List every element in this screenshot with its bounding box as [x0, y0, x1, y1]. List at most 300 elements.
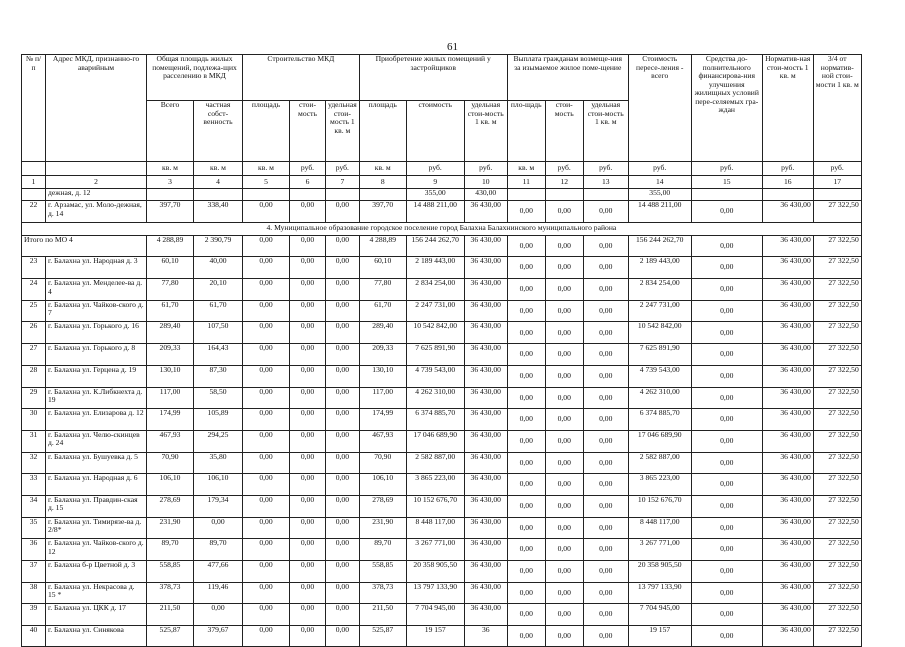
unit-cell: руб. [464, 162, 507, 176]
value-cell: 0,00 [243, 365, 290, 387]
value-cell: 0,00 [507, 387, 545, 409]
unit-cell: кв. м [243, 162, 290, 176]
value-cell: 8 448 117,00 [406, 517, 464, 539]
value-cell: 0,00 [290, 300, 326, 322]
value-cell: 0,00 [326, 235, 360, 257]
value-cell: 61,70 [147, 300, 194, 322]
value-cell: 355,00 [406, 189, 464, 201]
value-cell: 36 430,00 [762, 257, 813, 279]
value-cell: 7 625 891,90 [406, 344, 464, 366]
value-cell: 7 704 945,00 [628, 604, 691, 626]
value-cell: 0,00 [243, 561, 290, 583]
value-cell: 0,00 [326, 495, 360, 517]
value-cell: 4 288,89 [147, 235, 194, 257]
address-cell: г. Балахна ул. Правдин-ская д. 15 [46, 495, 147, 517]
value-cell: 27 322,50 [813, 626, 861, 647]
value-cell: 0,00 [507, 300, 545, 322]
address-cell: г. Балахна ул. Чайков-ского д. 7 [46, 300, 147, 322]
value-cell: 278,69 [147, 495, 194, 517]
value-cell: 3 865 223,00 [406, 474, 464, 496]
value-cell: 0,00 [545, 495, 583, 517]
value-cell: 36 430,00 [762, 582, 813, 604]
value-cell: 4 739 543,00 [406, 365, 464, 387]
value-cell: 89,70 [194, 539, 243, 561]
value-cell: 2 189 443,00 [406, 257, 464, 279]
unit-cell: кв. м [194, 162, 243, 176]
value-cell: 174,99 [147, 409, 194, 431]
value-cell: 36 430,00 [464, 387, 507, 409]
value-cell: 164,43 [194, 344, 243, 366]
column-number-cell: 5 [243, 176, 290, 189]
row-number: 36 [22, 539, 46, 561]
value-cell: 525,87 [147, 626, 194, 647]
value-cell: 0,00 [545, 387, 583, 409]
value-cell: 0,00 [583, 474, 628, 496]
value-cell: 61,70 [359, 300, 406, 322]
row-number: 32 [22, 452, 46, 474]
value-cell: 0,00 [545, 452, 583, 474]
value-cell: 27 322,50 [813, 561, 861, 583]
value-cell: 4 288,89 [359, 235, 406, 257]
value-cell: 0,00 [545, 626, 583, 647]
value-cell: 0,00 [545, 365, 583, 387]
value-cell: 36 430,00 [762, 517, 813, 539]
value-cell: 0,00 [290, 409, 326, 431]
value-cell: 558,85 [359, 561, 406, 583]
row-number: 33 [22, 474, 46, 496]
table-row [22, 495, 862, 517]
value-cell: 0,00 [243, 257, 290, 279]
address-cell: г. Балахна ул. Горького д. 8 [46, 344, 147, 366]
value-cell: 397,70 [359, 201, 406, 223]
value-cell: 27 322,50 [813, 452, 861, 474]
value-cell: 0,00 [290, 452, 326, 474]
value-cell: 36 430,00 [762, 495, 813, 517]
value-cell: 36 430,00 [464, 561, 507, 583]
column-number-cell: 10 [464, 176, 507, 189]
value-cell: 36 430,00 [762, 604, 813, 626]
value-cell: 0,00 [507, 235, 545, 257]
unit-cell: руб. [691, 162, 762, 176]
value-cell: 27 322,50 [813, 322, 861, 344]
value-cell: 0,00 [507, 539, 545, 561]
value-cell: 0,00 [691, 387, 762, 409]
value-cell: 0,00 [545, 430, 583, 452]
value-cell [243, 189, 290, 201]
value-cell: 36 430,00 [762, 452, 813, 474]
value-cell: 8 448 117,00 [628, 517, 691, 539]
value-cell: 0,00 [545, 474, 583, 496]
value-cell [147, 189, 194, 201]
value-cell: 36 430,00 [464, 322, 507, 344]
value-cell: 0,00 [290, 344, 326, 366]
value-cell [194, 189, 243, 201]
value-cell: 36 430,00 [464, 495, 507, 517]
header-no: № п/п [22, 55, 46, 162]
value-cell: 119,46 [194, 582, 243, 604]
value-cell: 58,50 [194, 387, 243, 409]
value-cell: 60,10 [147, 257, 194, 279]
header-relocation-cost: Стоимость пересе-ления - всего [628, 55, 691, 162]
unit-cell: руб. [628, 162, 691, 176]
value-cell [813, 189, 861, 201]
value-cell: 0,00 [507, 430, 545, 452]
address-cell: г. Балахна ул. Горького д. 16 [46, 322, 147, 344]
value-cell: 27 322,50 [813, 387, 861, 409]
subheader-purchase-area: площадь [359, 101, 406, 162]
value-cell: 0,00 [583, 539, 628, 561]
value-cell: 106,10 [194, 474, 243, 496]
column-number-cell: 1 [22, 176, 46, 189]
value-cell: 525,87 [359, 626, 406, 647]
value-cell: 36 430,00 [762, 387, 813, 409]
address-cell: г. Балахна ул. ЦКК д. 17 [46, 604, 147, 626]
address-cell: дежная, д. 12 [46, 189, 147, 201]
table-row [22, 626, 862, 647]
value-cell: 27 322,50 [813, 235, 861, 257]
header-compensation: Выплата гражданам возмеще-ния за изымаемое жилое поме-щение [507, 55, 628, 101]
unit-cell: кв. м [507, 162, 545, 176]
value-cell: 36 430,00 [464, 474, 507, 496]
value-cell: 0,00 [691, 300, 762, 322]
subheader-total: Всего [147, 101, 194, 162]
value-cell: 0,00 [507, 582, 545, 604]
value-cell: 27 322,50 [813, 539, 861, 561]
header-purchase: Приобретение жилых помещений у застройщиков [359, 55, 507, 101]
value-cell: 27 322,50 [813, 344, 861, 366]
header-address: Адрес МКД, признанно-го аварийным [46, 55, 147, 162]
value-cell: 0,00 [243, 539, 290, 561]
value-cell: 0,00 [507, 365, 545, 387]
value-cell: 467,93 [359, 430, 406, 452]
value-cell: 0,00 [507, 279, 545, 301]
table-row [22, 474, 862, 496]
subheader-compensation-area: пло-щадь [507, 101, 545, 162]
value-cell: 70,90 [147, 452, 194, 474]
table-row [22, 582, 862, 604]
address-cell: г. Балахна ул. Синякова [46, 626, 147, 647]
table-row [22, 365, 862, 387]
value-cell: 0,00 [691, 201, 762, 223]
value-cell: 0,00 [243, 474, 290, 496]
value-cell: 0,00 [583, 452, 628, 474]
value-cell: 0,00 [691, 279, 762, 301]
subheader-construction-cost: стои-мость [290, 101, 326, 162]
address-cell: г. Балахна ул. Чайков-ского д. 12 [46, 539, 147, 561]
value-cell: 0,00 [243, 279, 290, 301]
table-row [22, 561, 862, 583]
value-cell: 0,00 [545, 582, 583, 604]
value-cell: 27 322,50 [813, 517, 861, 539]
value-cell: 0,00 [583, 235, 628, 257]
value-cell: 17 046 689,90 [406, 430, 464, 452]
value-cell: 0,00 [326, 201, 360, 223]
value-cell: 2 247 731,00 [628, 300, 691, 322]
value-cell: 106,10 [147, 474, 194, 496]
row-number: 34 [22, 495, 46, 517]
section-row [22, 222, 862, 235]
value-cell: 0,00 [326, 626, 360, 647]
value-cell: 0,00 [194, 517, 243, 539]
value-cell: 0,00 [691, 517, 762, 539]
value-cell: 0,00 [243, 322, 290, 344]
value-cell: 0,00 [583, 344, 628, 366]
column-number-cell: 14 [628, 176, 691, 189]
value-cell [507, 189, 545, 201]
table-row [22, 452, 862, 474]
row-number: 26 [22, 322, 46, 344]
value-cell: 0,00 [691, 409, 762, 431]
value-cell: 0,00 [691, 257, 762, 279]
table-row [22, 344, 862, 366]
value-cell: 0,00 [691, 365, 762, 387]
unit-cell: руб. [813, 162, 861, 176]
value-cell: 77,80 [147, 279, 194, 301]
value-cell: 36 430,00 [464, 344, 507, 366]
value-cell: 0,00 [290, 201, 326, 223]
table-row [22, 430, 862, 452]
value-cell: 2 390,79 [194, 235, 243, 257]
value-cell: 0,00 [326, 517, 360, 539]
value-cell: 40,00 [194, 257, 243, 279]
subheader-compensation-cost: стои-мость [545, 101, 583, 162]
value-cell: 0,00 [290, 387, 326, 409]
value-cell [290, 189, 326, 201]
total-row [22, 235, 862, 257]
value-cell: 36 430,00 [464, 604, 507, 626]
units-row [22, 162, 862, 176]
value-cell: 0,00 [243, 430, 290, 452]
value-cell: 294,25 [194, 430, 243, 452]
value-cell: 2 834 254,00 [406, 279, 464, 301]
table-row [22, 189, 862, 201]
value-cell: 19 157 [628, 626, 691, 647]
value-cell: 0,00 [583, 365, 628, 387]
column-number-cell: 2 [46, 176, 147, 189]
value-cell: 0,00 [545, 604, 583, 626]
value-cell: 36 430,00 [762, 322, 813, 344]
value-cell: 209,33 [147, 344, 194, 366]
column-number-cell: 16 [762, 176, 813, 189]
column-number-cell: 6 [290, 176, 326, 189]
value-cell: 0,00 [326, 387, 360, 409]
value-cell: 0,00 [243, 495, 290, 517]
table-row [22, 604, 862, 626]
value-cell: 0,00 [583, 409, 628, 431]
subheader-compensation-unit-cost: удельная стои-мость 1 кв. м [583, 101, 628, 162]
value-cell: 36 430,00 [464, 517, 507, 539]
value-cell: 70,90 [359, 452, 406, 474]
value-cell: 27 322,50 [813, 430, 861, 452]
value-cell [326, 189, 360, 201]
value-cell: 0,00 [243, 582, 290, 604]
value-cell: 0,00 [326, 474, 360, 496]
value-cell: 27 322,50 [813, 474, 861, 496]
value-cell: 27 322,50 [813, 604, 861, 626]
value-cell: 36 430,00 [464, 300, 507, 322]
value-cell: 77,80 [359, 279, 406, 301]
value-cell [762, 189, 813, 201]
page-number: 61 [447, 41, 458, 53]
value-cell: 6 374 885,70 [406, 409, 464, 431]
value-cell: 36 [464, 626, 507, 647]
row-number: 23 [22, 257, 46, 279]
value-cell: 7 625 891,90 [628, 344, 691, 366]
table-row [22, 300, 862, 322]
value-cell: 27 322,50 [813, 495, 861, 517]
value-cell: 0,00 [243, 201, 290, 223]
value-cell: 36 430,00 [464, 409, 507, 431]
row-number: 24 [22, 279, 46, 301]
value-cell: 0,00 [545, 235, 583, 257]
address-cell: г. Балахна ул. Некрасова д. 15 * [46, 582, 147, 604]
value-cell: 0,00 [243, 452, 290, 474]
value-cell: 430,00 [464, 189, 507, 201]
value-cell: 0,00 [290, 279, 326, 301]
value-cell: 0,00 [507, 626, 545, 647]
table-row [22, 409, 862, 431]
value-cell: 0,00 [545, 300, 583, 322]
value-cell [22, 189, 46, 201]
value-cell: 27 322,50 [813, 409, 861, 431]
value-cell: 36 430,00 [762, 561, 813, 583]
value-cell: 105,89 [194, 409, 243, 431]
address-cell: г. Балахна ул. Народная д. 6 [46, 474, 147, 496]
relocation-table [21, 54, 862, 647]
row-number: 30 [22, 409, 46, 431]
column-number-cell: 17 [813, 176, 861, 189]
value-cell: 0,00 [691, 495, 762, 517]
value-cell: 378,73 [359, 582, 406, 604]
value-cell: 0,00 [290, 322, 326, 344]
table-row [22, 257, 862, 279]
value-cell: 156 244 262,70 [628, 235, 691, 257]
value-cell: 7 704 945,00 [406, 604, 464, 626]
value-cell: 179,34 [194, 495, 243, 517]
value-cell: 0,00 [290, 235, 326, 257]
column-number-cell: 13 [583, 176, 628, 189]
value-cell: 117,00 [147, 387, 194, 409]
value-cell: 0,00 [243, 235, 290, 257]
value-cell: 0,00 [545, 517, 583, 539]
value-cell: 27 322,50 [813, 257, 861, 279]
value-cell: 0,00 [583, 201, 628, 223]
column-number-cell: 15 [691, 176, 762, 189]
value-cell: 0,00 [290, 604, 326, 626]
value-cell: 36 430,00 [464, 365, 507, 387]
section-title: 4. Муниципальное образование городское поселение город Балахна Балахнинского муниципального района [22, 222, 862, 235]
value-cell: 0,00 [691, 604, 762, 626]
value-cell: 0,00 [583, 582, 628, 604]
value-cell: 0,00 [545, 539, 583, 561]
value-cell: 0,00 [290, 582, 326, 604]
header-construction: Строительство МКД [243, 55, 360, 101]
header-extra-funds: Средства до-полнительного финансирова-ния улучшения жилищных условий пере-селяемых гра-ждан [691, 55, 762, 162]
value-cell: 36 430,00 [464, 430, 507, 452]
value-cell: 0,00 [507, 474, 545, 496]
value-cell: 0,00 [194, 604, 243, 626]
value-cell: 0,00 [326, 409, 360, 431]
table-row [22, 279, 862, 301]
row-number: 39 [22, 604, 46, 626]
unit-cell: кв. м [359, 162, 406, 176]
value-cell: 19 157 [406, 626, 464, 647]
value-cell [545, 189, 583, 201]
value-cell: 0,00 [507, 495, 545, 517]
value-cell: 0,00 [290, 257, 326, 279]
value-cell: 36 430,00 [762, 344, 813, 366]
value-cell: 0,00 [583, 300, 628, 322]
value-cell: 2 247 731,00 [406, 300, 464, 322]
value-cell: 0,00 [545, 344, 583, 366]
subheader-construction-area: площадь [243, 101, 290, 162]
value-cell: 3 267 771,00 [406, 539, 464, 561]
value-cell: 231,90 [147, 517, 194, 539]
row-number: 29 [22, 387, 46, 409]
value-cell: 0,00 [326, 561, 360, 583]
value-cell: 0,00 [243, 409, 290, 431]
value-cell: 36 430,00 [464, 257, 507, 279]
value-cell: 89,70 [147, 539, 194, 561]
value-cell: 0,00 [545, 257, 583, 279]
value-cell: 20 358 905,50 [628, 561, 691, 583]
subheader-purchase-cost: стоимость [406, 101, 464, 162]
value-cell: 0,00 [691, 626, 762, 647]
value-cell: 0,00 [583, 257, 628, 279]
address-cell: г. Балахна ул. Народная д. 3 [46, 257, 147, 279]
unit-cell [46, 162, 147, 176]
value-cell: 0,00 [507, 257, 545, 279]
value-cell: 0,00 [290, 474, 326, 496]
unit-cell: кв. м [147, 162, 194, 176]
value-cell: 0,00 [326, 300, 360, 322]
value-cell: 0,00 [290, 517, 326, 539]
value-cell: 0,00 [243, 387, 290, 409]
value-cell: 106,10 [359, 474, 406, 496]
value-cell: 107,50 [194, 322, 243, 344]
value-cell: 477,66 [194, 561, 243, 583]
value-cell: 289,40 [147, 322, 194, 344]
value-cell: 0,00 [691, 539, 762, 561]
value-cell: 14 488 211,00 [628, 201, 691, 223]
table-row [22, 387, 862, 409]
value-cell: 17 046 689,90 [628, 430, 691, 452]
value-cell: 0,00 [326, 452, 360, 474]
value-cell: 0,00 [507, 409, 545, 431]
value-cell: 0,00 [691, 430, 762, 452]
value-cell: 467,93 [147, 430, 194, 452]
value-cell: 0,00 [326, 582, 360, 604]
value-cell: 0,00 [243, 626, 290, 647]
value-cell: 60,10 [359, 257, 406, 279]
total-label: Итого по МО 4 [22, 235, 147, 257]
value-cell: 231,90 [359, 517, 406, 539]
value-cell: 4 262 310,00 [628, 387, 691, 409]
value-cell: 209,33 [359, 344, 406, 366]
value-cell: 355,00 [628, 189, 691, 201]
value-cell: 10 542 842,00 [628, 322, 691, 344]
value-cell: 4 739 543,00 [628, 365, 691, 387]
value-cell: 0,00 [691, 561, 762, 583]
unit-cell: руб. [583, 162, 628, 176]
value-cell: 22 [22, 201, 46, 223]
value-cell: 0,00 [290, 495, 326, 517]
value-cell [583, 189, 628, 201]
value-cell: 6 374 885,70 [628, 409, 691, 431]
subheader-construction-unit-cost: удельная стои-мость 1 кв. м [326, 101, 360, 162]
value-cell: 36 430,00 [464, 235, 507, 257]
value-cell: 174,99 [359, 409, 406, 431]
